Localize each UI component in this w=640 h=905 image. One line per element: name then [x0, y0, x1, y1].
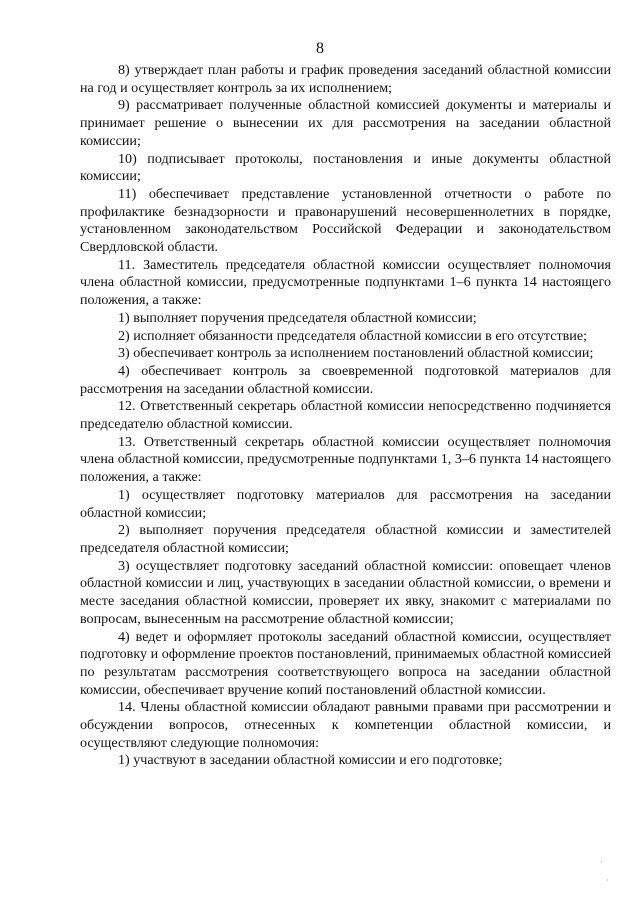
scan-speck: ·: [600, 858, 603, 868]
paragraph-clause-11-item-3: 3) обеспечивает контроль за исполнением постановлений областной комиссии;: [118, 345, 594, 362]
paragraph-clause-11-item-1: 1) выполняет поручения председателя областной комиссии;: [118, 309, 477, 326]
paragraph-item-8: 8) утверждает план работы и график проведения заседаний областной комиссии на год и осуществляет контроль за их исполнением;: [80, 62, 611, 96]
paragraph-clause-13: 13. Ответственный секретарь областной комиссии осуществляет полномочия члена областной комиссии, предусмотренные подпунктами 1, 3–6 пункта 14 настоящего положения, а также:: [80, 433, 611, 486]
paragraph-clause-11-item-4: 4) обеспечивает контроль за своевременной подготовкой материалов для рассмотрения на заседании областной комиссии.: [80, 362, 611, 397]
paragraph-clause-13-item-3: 3) осуществляет подготовку заседаний областной комиссии: оповещает членов областной комиссии и лиц, участвующих в заседании областной комиссии, о времени и месте заседания областной комиссии, проверяет их явку, знакомит с материалами по вопросам, вынесенным на рассмотрение областной комиссии;: [80, 557, 611, 627]
paragraph-clause-14-item-1: 1) участвуют в заседании областной комиссии и его подготовке;: [118, 752, 503, 769]
scan-speck: ·: [606, 876, 609, 886]
paragraph-clause-13-item-4: 4) ведет и оформляет протоколы заседаний областной комиссии, осуществляет подготовку и оформление проектов постановлений, принимаемых областной комиссией по результатам рассмотрения соответствующего вопроса на заседании областной комиссии, обеспечивает вручение копий постановлений областной комиссии.: [80, 628, 611, 698]
paragraph-item-11: 11) обеспечивает представление установленной отчетности о работе по профилактике безнадзорности и правонарушений несовершеннолетних в порядке, установленном законодательством Российской Федерации и законодательством Свердловской области.: [80, 185, 611, 256]
paragraph-item-9: 9) рассматривает полученные областной комиссией документы и материалы и принимает решение о вынесении их для рассмотрения на заседании областной комиссии;: [80, 97, 611, 149]
paragraph-clause-13-item-2: 2) выполняет поручения председателя областной комиссии и заместителей председателя областной комиссии;: [80, 522, 611, 556]
paragraph-item-10: 10) подписывает протоколы, постановления и иные документы областной комиссии;: [80, 150, 611, 185]
paragraph-clause-13-item-1: 1) осуществляет подготовку материалов для рассмотрения на заседании областной комиссии;: [80, 486, 611, 521]
paragraph-clause-11: 11. Заместитель председателя областной комиссии осуществляет полномочия члена областной комиссии, предусмотренные подпунктами 1–6 пункта 14 настоящего положения, а также:: [80, 256, 611, 309]
paragraph-clause-12: 12. Ответственный секретарь областной комиссии непосредственно подчиняется председателю областной комиссии.: [80, 398, 611, 433]
paragraph-clause-11-item-2: 2) исполняет обязанности председателя областной комиссии в его отсутствие;: [118, 327, 588, 344]
page-number: 8: [316, 40, 324, 57]
document-body: [80, 62, 611, 770]
paragraph-clause-14: 14. Члены областной комиссии обладают равными правами при рассмотрении и обсуждении вопросов, отнесенных к компетенции областной комиссии, и осуществляют следующие полномочия:: [80, 699, 611, 751]
